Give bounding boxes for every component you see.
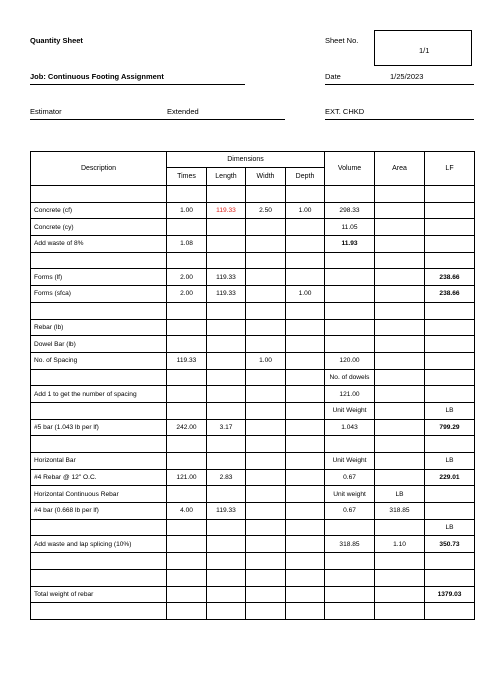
table-row	[31, 436, 475, 453]
col-depth-header: Depth	[286, 168, 325, 186]
row-value-cell	[375, 569, 425, 586]
row-description-cell	[31, 402, 167, 419]
row-value-cell	[207, 302, 246, 319]
sheet-no-value: 1/1	[419, 46, 430, 55]
row-description-cell	[31, 519, 167, 536]
row-value-cell	[246, 486, 286, 503]
col-volume-header: Volume	[325, 152, 375, 186]
row-value-cell	[207, 586, 246, 603]
row-value-cell	[286, 553, 325, 570]
row-value-cell: 1.00	[286, 202, 325, 219]
row-value-cell	[246, 436, 286, 453]
table-row	[31, 553, 475, 570]
row-value-cell	[375, 269, 425, 286]
row-value-cell	[246, 236, 286, 253]
row-value-cell	[167, 519, 207, 536]
row-value-cell	[325, 252, 375, 269]
row-value-cell: 1.08	[167, 236, 207, 253]
row-value-cell	[246, 286, 286, 303]
row-value-cell	[246, 252, 286, 269]
row-value-cell	[286, 453, 325, 470]
row-value-cell: 1.10	[375, 536, 425, 553]
row-value-cell	[246, 536, 286, 553]
row-value-cell: 11.93	[325, 236, 375, 253]
row-value-cell	[167, 219, 207, 236]
job-title: Job: Continuous Footing Assignment	[30, 72, 164, 81]
row-description-cell: Horizontal Continuous Rebar	[31, 486, 167, 503]
row-value-cell	[375, 236, 425, 253]
row-description-cell	[31, 553, 167, 570]
row-description-cell: Horizontal Bar	[31, 453, 167, 470]
row-description-cell: No. of Spacing	[31, 352, 167, 369]
row-value-cell	[425, 236, 475, 253]
row-value-cell: 119.33	[167, 352, 207, 369]
row-value-cell	[207, 536, 246, 553]
table-row	[31, 252, 475, 269]
job-underline	[30, 84, 245, 85]
row-value-cell	[325, 186, 375, 203]
sheet-no-label: Sheet No.	[325, 36, 359, 45]
row-value-cell	[246, 553, 286, 570]
row-value-cell	[246, 586, 286, 603]
row-value-cell	[286, 369, 325, 386]
estimator-label: Estimator	[30, 107, 62, 116]
row-value-cell	[207, 553, 246, 570]
row-value-cell: 318.85	[325, 536, 375, 553]
row-value-cell: 4.00	[167, 503, 207, 520]
table-row	[31, 486, 475, 503]
table-row	[31, 402, 475, 419]
row-description-cell	[31, 603, 167, 620]
row-description-cell: Forms (sfca)	[31, 286, 167, 303]
row-value-cell	[325, 336, 375, 353]
row-value-cell	[167, 586, 207, 603]
estimator-underline	[30, 119, 285, 120]
row-value-cell	[167, 186, 207, 203]
table-row	[31, 202, 475, 219]
row-value-cell	[425, 202, 475, 219]
row-value-cell	[286, 469, 325, 486]
col-dimensions-header: Dimensions	[167, 152, 325, 168]
quantity-table	[30, 151, 475, 620]
col-description-header: Description	[31, 152, 167, 186]
table-row	[31, 386, 475, 403]
row-description-cell: Concrete (cf)	[31, 202, 167, 219]
row-value-cell: 238.66	[425, 286, 475, 303]
row-value-cell: 799.29	[425, 419, 475, 436]
table-row	[31, 336, 475, 353]
row-value-cell: 242.00	[167, 419, 207, 436]
row-value-cell: LB	[375, 486, 425, 503]
row-description-cell	[31, 302, 167, 319]
row-description-cell: Concrete (cy)	[31, 219, 167, 236]
row-value-cell	[375, 286, 425, 303]
row-value-cell	[167, 252, 207, 269]
row-value-cell	[207, 319, 246, 336]
row-value-cell	[167, 386, 207, 403]
row-value-cell	[207, 219, 246, 236]
row-value-cell	[375, 219, 425, 236]
row-description-cell	[31, 186, 167, 203]
row-description-cell	[31, 369, 167, 386]
row-value-cell	[246, 603, 286, 620]
row-value-cell	[375, 369, 425, 386]
row-value-cell	[246, 302, 286, 319]
row-value-cell	[425, 336, 475, 353]
row-value-cell	[375, 302, 425, 319]
row-value-cell	[246, 219, 286, 236]
row-value-cell: 318.85	[375, 503, 425, 520]
row-value-cell	[167, 402, 207, 419]
row-value-cell: Unit Weight	[325, 402, 375, 419]
table-row	[31, 236, 475, 253]
row-value-cell	[375, 202, 425, 219]
row-value-cell	[425, 486, 475, 503]
table-row	[31, 302, 475, 319]
table-row	[31, 503, 475, 520]
table-row	[31, 603, 475, 620]
table-row	[31, 569, 475, 586]
row-value-cell	[425, 369, 475, 386]
row-value-cell	[167, 302, 207, 319]
row-value-cell	[207, 352, 246, 369]
table-row	[31, 369, 475, 386]
table-row	[31, 419, 475, 436]
row-value-cell: LB	[425, 402, 475, 419]
row-value-cell: No. of dowels	[325, 369, 375, 386]
row-description-cell: #4 Rebar @ 12" O.C.	[31, 469, 167, 486]
row-value-cell	[425, 503, 475, 520]
row-value-cell	[207, 603, 246, 620]
row-value-cell	[207, 486, 246, 503]
row-value-cell	[425, 302, 475, 319]
row-value-cell: 2.00	[167, 286, 207, 303]
row-value-cell: 1.043	[325, 419, 375, 436]
row-value-cell	[425, 252, 475, 269]
row-value-cell	[246, 569, 286, 586]
row-value-cell	[286, 186, 325, 203]
row-description-cell	[31, 436, 167, 453]
row-description-cell: Add 1 to get the number of spacing	[31, 386, 167, 403]
row-value-cell: 350.73	[425, 536, 475, 553]
row-value-cell: 121.00	[167, 469, 207, 486]
row-value-cell	[375, 519, 425, 536]
row-value-cell	[325, 286, 375, 303]
row-value-cell	[286, 219, 325, 236]
row-value-cell: 2.83	[207, 469, 246, 486]
row-value-cell	[375, 553, 425, 570]
row-value-cell	[167, 336, 207, 353]
row-description-cell: Forms (lf)	[31, 269, 167, 286]
date-label: Date	[325, 72, 341, 81]
row-value-cell	[325, 603, 375, 620]
row-description-cell: Add waste and lap splicing (10%)	[31, 536, 167, 553]
row-value-cell	[167, 553, 207, 570]
row-value-cell	[425, 219, 475, 236]
row-value-cell	[325, 569, 375, 586]
row-value-cell	[167, 536, 207, 553]
row-value-cell: 1.00	[167, 202, 207, 219]
row-value-cell: LB	[425, 519, 475, 536]
row-description-cell: Add waste of 8%	[31, 236, 167, 253]
row-value-cell	[286, 269, 325, 286]
row-value-cell	[286, 586, 325, 603]
ext-chkd-underline	[325, 119, 474, 120]
row-value-cell: 119.33	[207, 286, 246, 303]
row-value-cell	[325, 436, 375, 453]
row-value-cell	[286, 503, 325, 520]
col-times-header: Times	[167, 168, 207, 186]
row-value-cell	[286, 419, 325, 436]
row-value-cell	[375, 319, 425, 336]
row-value-cell	[207, 453, 246, 470]
row-value-cell	[207, 436, 246, 453]
row-value-cell	[207, 236, 246, 253]
ext-chkd-label: EXT. CHKD	[325, 107, 365, 116]
row-value-cell	[375, 336, 425, 353]
table-header-row	[31, 152, 475, 168]
row-value-cell	[425, 319, 475, 336]
row-value-cell: 121.00	[325, 386, 375, 403]
col-lf-header: LF	[425, 152, 475, 186]
row-value-cell	[207, 369, 246, 386]
row-value-cell: 2.50	[246, 202, 286, 219]
table-row	[31, 269, 475, 286]
table-row	[31, 352, 475, 369]
row-value-cell: 120.00	[325, 352, 375, 369]
row-value-cell	[286, 319, 325, 336]
row-value-cell	[167, 319, 207, 336]
row-value-cell: 119.33	[207, 269, 246, 286]
row-value-cell	[325, 302, 375, 319]
row-value-cell: 119.33	[207, 503, 246, 520]
sheet-no-box	[374, 30, 472, 66]
table-row	[31, 586, 475, 603]
row-value-cell	[425, 603, 475, 620]
row-value-cell	[286, 252, 325, 269]
row-value-cell	[167, 486, 207, 503]
row-description-cell: Dowel Bar (lb)	[31, 336, 167, 353]
row-value-cell	[325, 553, 375, 570]
extended-label: Extended	[167, 107, 199, 116]
row-value-cell: 238.66	[425, 269, 475, 286]
row-value-cell: 2.00	[167, 269, 207, 286]
row-value-cell: Unit Weight	[325, 453, 375, 470]
row-description-cell: #5 bar (1.043 lb per lf)	[31, 419, 167, 436]
row-value-cell	[207, 186, 246, 203]
row-value-cell	[325, 269, 375, 286]
row-value-cell	[375, 603, 425, 620]
row-value-cell	[286, 336, 325, 353]
table-row	[31, 453, 475, 470]
row-value-cell	[207, 519, 246, 536]
row-value-cell	[246, 186, 286, 203]
row-value-cell: 1.00	[246, 352, 286, 369]
table-row	[31, 519, 475, 536]
row-value-cell	[207, 402, 246, 419]
row-value-cell	[286, 603, 325, 620]
row-value-cell: 0.67	[325, 503, 375, 520]
sheet-title: Quantity Sheet	[30, 36, 83, 45]
row-value-cell	[286, 386, 325, 403]
row-value-cell	[207, 336, 246, 353]
row-value-cell	[286, 486, 325, 503]
row-value-cell	[246, 319, 286, 336]
row-value-cell: 298.33	[325, 202, 375, 219]
row-value-cell	[425, 386, 475, 403]
row-description-cell: Total weight of rebar	[31, 586, 167, 603]
row-value-cell	[286, 302, 325, 319]
row-value-cell	[375, 186, 425, 203]
row-value-cell	[246, 419, 286, 436]
table-row	[31, 219, 475, 236]
row-value-cell	[425, 553, 475, 570]
row-value-cell	[375, 419, 425, 436]
row-value-cell	[246, 269, 286, 286]
row-value-cell	[286, 402, 325, 419]
row-description-cell: Rebar (lb)	[31, 319, 167, 336]
row-value-cell: 0.67	[325, 469, 375, 486]
row-value-cell	[286, 352, 325, 369]
row-value-cell	[167, 369, 207, 386]
row-value-cell	[375, 453, 425, 470]
row-value-cell	[286, 569, 325, 586]
row-value-cell	[246, 336, 286, 353]
row-value-cell: 1.00	[286, 286, 325, 303]
row-value-cell	[167, 569, 207, 586]
row-value-cell	[246, 469, 286, 486]
row-value-cell	[375, 252, 425, 269]
row-value-cell	[207, 386, 246, 403]
table-row	[31, 186, 475, 203]
row-value-cell	[167, 603, 207, 620]
row-value-cell	[246, 503, 286, 520]
row-value-cell	[375, 586, 425, 603]
row-value-cell: Unit weight	[325, 486, 375, 503]
col-width-header: Width	[246, 168, 286, 186]
row-value-cell	[375, 436, 425, 453]
row-value-cell	[207, 252, 246, 269]
row-value-cell	[375, 469, 425, 486]
row-value-cell	[167, 436, 207, 453]
row-value-cell	[246, 519, 286, 536]
row-value-cell: 3.17	[207, 419, 246, 436]
row-value-cell	[286, 536, 325, 553]
row-value-cell	[246, 369, 286, 386]
row-value-cell	[286, 236, 325, 253]
row-value-cell	[246, 402, 286, 419]
table-row	[31, 286, 475, 303]
row-description-cell	[31, 252, 167, 269]
row-value-cell	[375, 352, 425, 369]
table-row	[31, 536, 475, 553]
row-value-cell: 11.05	[325, 219, 375, 236]
row-value-cell	[246, 386, 286, 403]
row-value-cell: 119.33	[207, 202, 246, 219]
row-value-cell	[425, 569, 475, 586]
row-value-cell	[325, 319, 375, 336]
row-value-cell	[425, 186, 475, 203]
row-value-cell	[325, 519, 375, 536]
row-description-cell	[31, 569, 167, 586]
row-value-cell: 1379.03	[425, 586, 475, 603]
row-description-cell: #4 bar (0.668 lb per lf)	[31, 503, 167, 520]
row-value-cell	[286, 436, 325, 453]
row-value-cell	[207, 569, 246, 586]
date-value: 1/25/2023	[390, 72, 424, 81]
row-value-cell	[425, 436, 475, 453]
row-value-cell	[286, 519, 325, 536]
row-value-cell	[425, 352, 475, 369]
row-value-cell	[375, 386, 425, 403]
row-value-cell	[325, 586, 375, 603]
row-value-cell	[375, 402, 425, 419]
col-length-header: Length	[207, 168, 246, 186]
table-row	[31, 469, 475, 486]
row-value-cell: LB	[425, 453, 475, 470]
col-area-header: Area	[375, 152, 425, 186]
table-row	[31, 319, 475, 336]
row-value-cell	[246, 453, 286, 470]
date-underline	[325, 84, 474, 85]
row-value-cell	[167, 453, 207, 470]
row-value-cell: 229.01	[425, 469, 475, 486]
